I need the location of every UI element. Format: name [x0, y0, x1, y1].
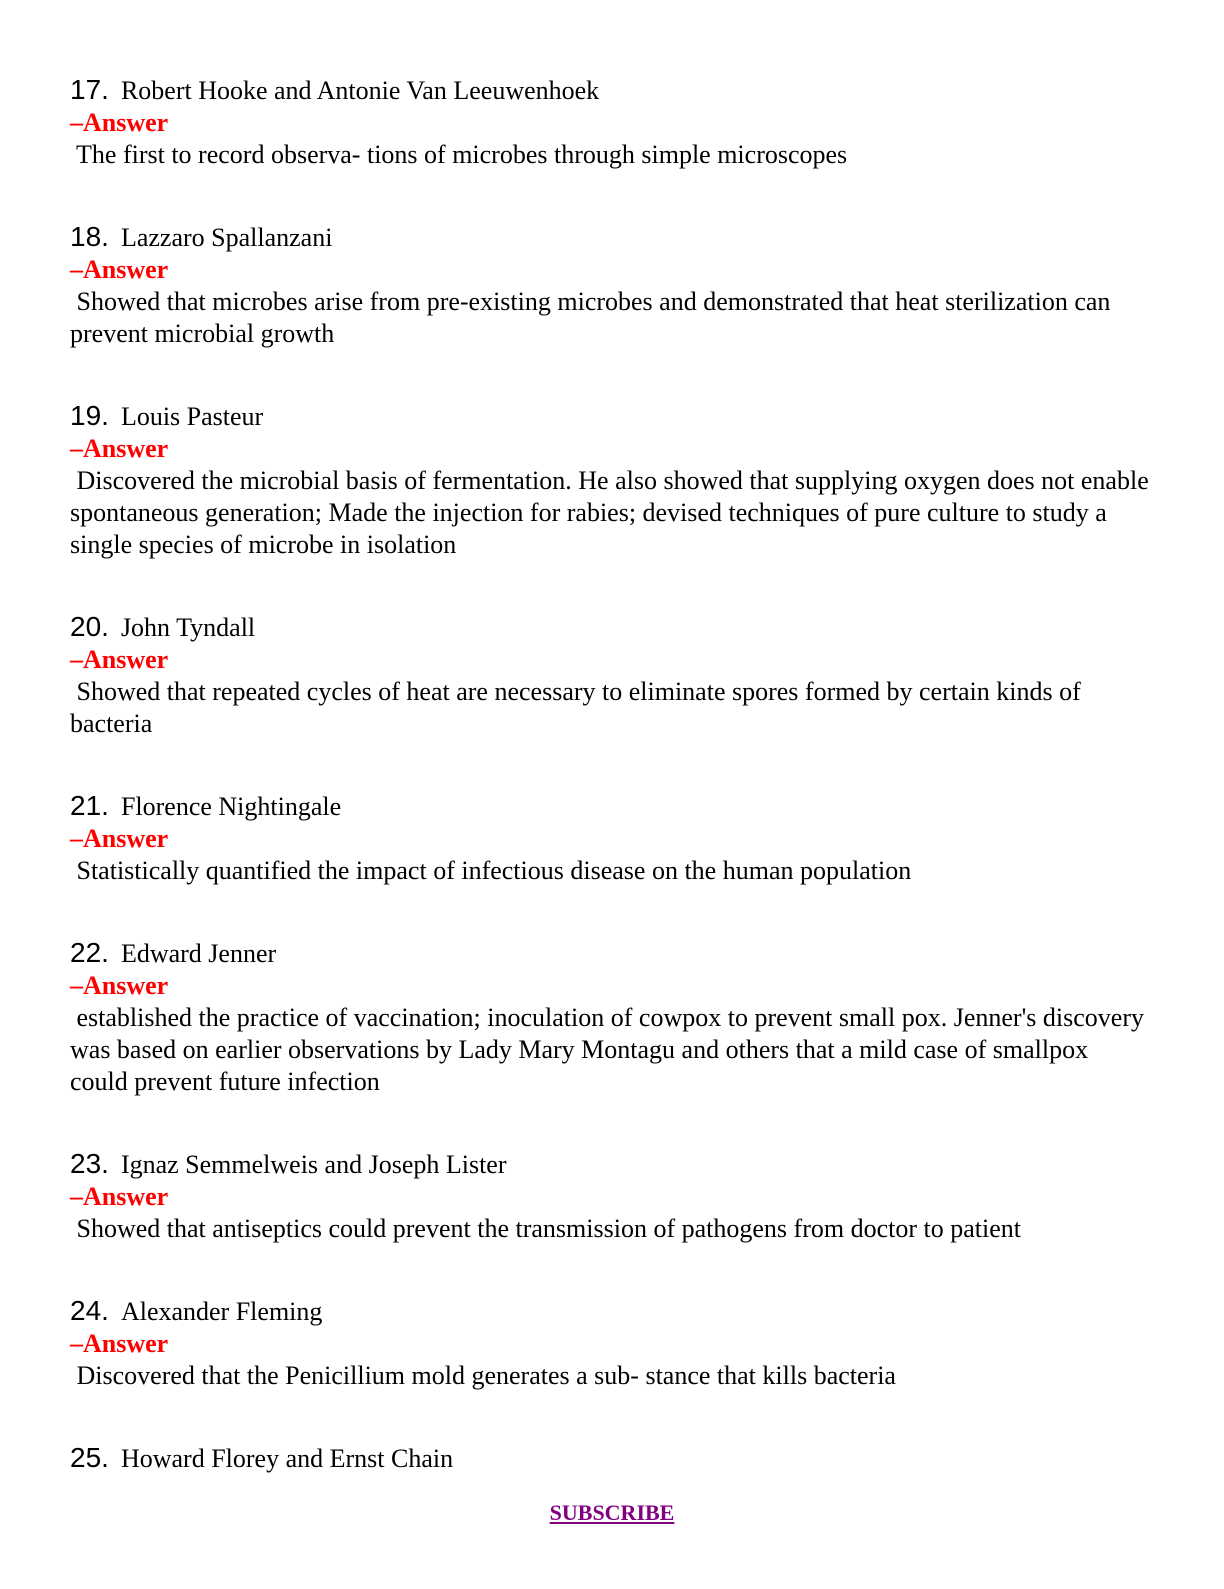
- question-number: 20.: [70, 611, 109, 642]
- qa-item-21: [70, 790, 1154, 937]
- question-number: 17.: [70, 74, 109, 105]
- question-text: Lazzaro Spallanzani: [120, 223, 333, 252]
- question-number: 21.: [70, 790, 109, 821]
- qa-item-22: [70, 937, 1154, 1148]
- document-body: [70, 74, 1154, 1589]
- answer-text: established the practice of vaccination; inoculation of cowpox to prevent small pox. Jenner's discovery was based on earlier observations by Lady Mary Montagu and others that a mild case of smallpox could prevent future infection: [70, 1003, 1144, 1096]
- question-text: Ignaz Semmelweis and Joseph Lister: [120, 1150, 507, 1179]
- answer-label: –Answer: [70, 645, 169, 674]
- answer-text: The first to record observa- tions of microbes through simple microscopes: [76, 140, 848, 169]
- qa-item-20: [70, 611, 1154, 790]
- question-text: Louis Pasteur: [120, 402, 264, 431]
- question-text: Edward Jenner: [120, 939, 277, 968]
- question-text: Howard Florey and Ernst Chain: [120, 1444, 454, 1473]
- answer-text: Showed that repeated cycles of heat are necessary to eliminate spores formed by certain kinds of bacteria: [70, 677, 1081, 738]
- answer-text: Showed that antiseptics could prevent the transmission of pathogens from doctor to patient: [76, 1214, 1021, 1243]
- question: [70, 1442, 1154, 1475]
- answer-text: Statistically quantified the impact of infectious disease on the human population: [76, 856, 912, 885]
- question-number: 19.: [70, 400, 109, 431]
- question-text: Robert Hooke and Antonie Van Leeuwenhoek: [120, 76, 600, 105]
- question-text: Florence Nightingale: [120, 792, 342, 821]
- answer-text: Discovered that the Penicillium mold generates a sub- stance that kills bacteria: [76, 1361, 896, 1390]
- qa-item-18: [70, 221, 1154, 400]
- subscribe-link[interactable]: SUBSCRIBE: [549, 1500, 675, 1525]
- question: [70, 221, 1154, 254]
- qa-item-17: [70, 74, 1154, 221]
- question: [70, 611, 1154, 644]
- answer-label: –Answer: [70, 108, 169, 137]
- question: [70, 1148, 1154, 1181]
- answer-text: Showed that microbes arise from pre-existing microbes and demonstrated that heat sterilization can prevent microbial growth: [70, 287, 1111, 348]
- qa-item-24: [70, 1295, 1154, 1442]
- question: [70, 400, 1154, 433]
- answer-label: –Answer: [70, 1329, 169, 1358]
- question: [70, 74, 1154, 107]
- qa-item-19: [70, 400, 1154, 611]
- answer-label: –Answer: [70, 1182, 169, 1211]
- question: [70, 937, 1154, 970]
- answer-text: Discovered the microbial basis of fermentation. He also showed that supplying oxygen does not enable spontaneous generation; Made the injection for rabies; devised techniques of pure culture to study a single species of microbe in isolation: [70, 466, 1149, 559]
- answer-label: –Answer: [70, 255, 169, 284]
- question: [70, 790, 1154, 823]
- question-text: Alexander Fleming: [120, 1297, 323, 1326]
- question-number: 22.: [70, 937, 109, 968]
- answer-label: –Answer: [70, 971, 169, 1000]
- answer-label: –Answer: [70, 824, 169, 853]
- question-number: 25.: [70, 1442, 109, 1473]
- footer: [0, 1500, 1224, 1526]
- answer-label: –Answer: [70, 434, 169, 463]
- qa-item-23: [70, 1148, 1154, 1295]
- question-number: 24.: [70, 1295, 109, 1326]
- question-number: 23.: [70, 1148, 109, 1179]
- question-text: John Tyndall: [120, 613, 256, 642]
- question: [70, 1295, 1154, 1328]
- question-number: 18.: [70, 221, 109, 252]
